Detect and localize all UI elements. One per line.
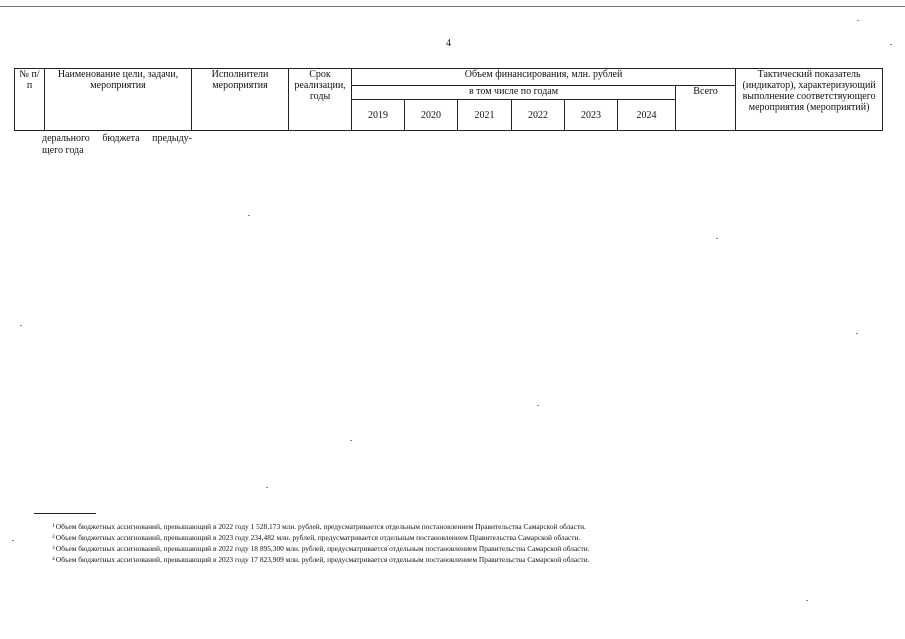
footnotes bbox=[52, 521, 752, 565]
financing-table bbox=[14, 68, 883, 131]
page-number: 4 bbox=[446, 38, 451, 49]
header-name: Наименование цели, задачи, мероприятия bbox=[45, 69, 192, 131]
scan-speck bbox=[716, 238, 718, 239]
scan-speck bbox=[12, 540, 14, 541]
footnote-4: $^4$Объем бюджетных ассигнований, превышающий в 2023 году 17 823,909 млн. рублей, предусматривается отдельным постановлением Правительства Самарской области. bbox=[52, 555, 590, 564]
header-year-2019: 2019 bbox=[352, 100, 405, 131]
scan-speck bbox=[248, 215, 250, 216]
footnote-separator bbox=[34, 513, 96, 514]
scan-speck bbox=[890, 44, 892, 45]
header-year-2023: 2023 bbox=[565, 100, 618, 131]
scan-speck bbox=[537, 405, 539, 406]
header-financing: Объем финансирования, млн. рублей bbox=[352, 69, 736, 86]
header-number: № п/п bbox=[15, 69, 45, 131]
scan-speck bbox=[856, 333, 858, 334]
footnote-3: $^3$Объем бюджетных ассигнований, превышающий в 2022 году 18 895,300 млн. рублей, предусматривается отдельным постановлением Правительства Самарской области. bbox=[52, 544, 590, 553]
header-executors: Исполнители мероприятия bbox=[192, 69, 289, 131]
scan-speck bbox=[806, 600, 808, 601]
footnote-1: $^1$Объем бюджетных ассигнований, превышающий в 2022 году 1 528,173 млн. рублей, предусматривается отдельным постановлением Правительства Самарской области. bbox=[52, 522, 586, 531]
header-year-2021: 2021 bbox=[458, 100, 512, 131]
scan-speck bbox=[20, 325, 22, 326]
footnote-2: $^2$Объем бюджетных ассигнований, превышающий в 2023 году 234,482 млн. рублей, предусматривается отдельным постановлением Правительства Самарской области. bbox=[52, 533, 581, 542]
header-by-years: в том числе по годам bbox=[352, 86, 676, 100]
scan-speck bbox=[857, 20, 859, 21]
continuation-text: дерального бюджета предыду-щего года bbox=[42, 133, 192, 156]
scan-speck bbox=[350, 440, 352, 441]
header-year-2022: 2022 bbox=[512, 100, 565, 131]
header-year-2020: 2020 bbox=[405, 100, 458, 131]
page-top-edge-line bbox=[0, 6, 905, 7]
header-total: Всего bbox=[676, 86, 736, 131]
scan-speck bbox=[266, 487, 268, 488]
header-year-2024: 2024 bbox=[618, 100, 676, 131]
header-term: Срок реализации, годы bbox=[289, 69, 352, 131]
header-indicator: Тактический показатель (индикатор), характеризующий выполнение соответствующего мероприятия (мероприятий) bbox=[736, 69, 883, 131]
